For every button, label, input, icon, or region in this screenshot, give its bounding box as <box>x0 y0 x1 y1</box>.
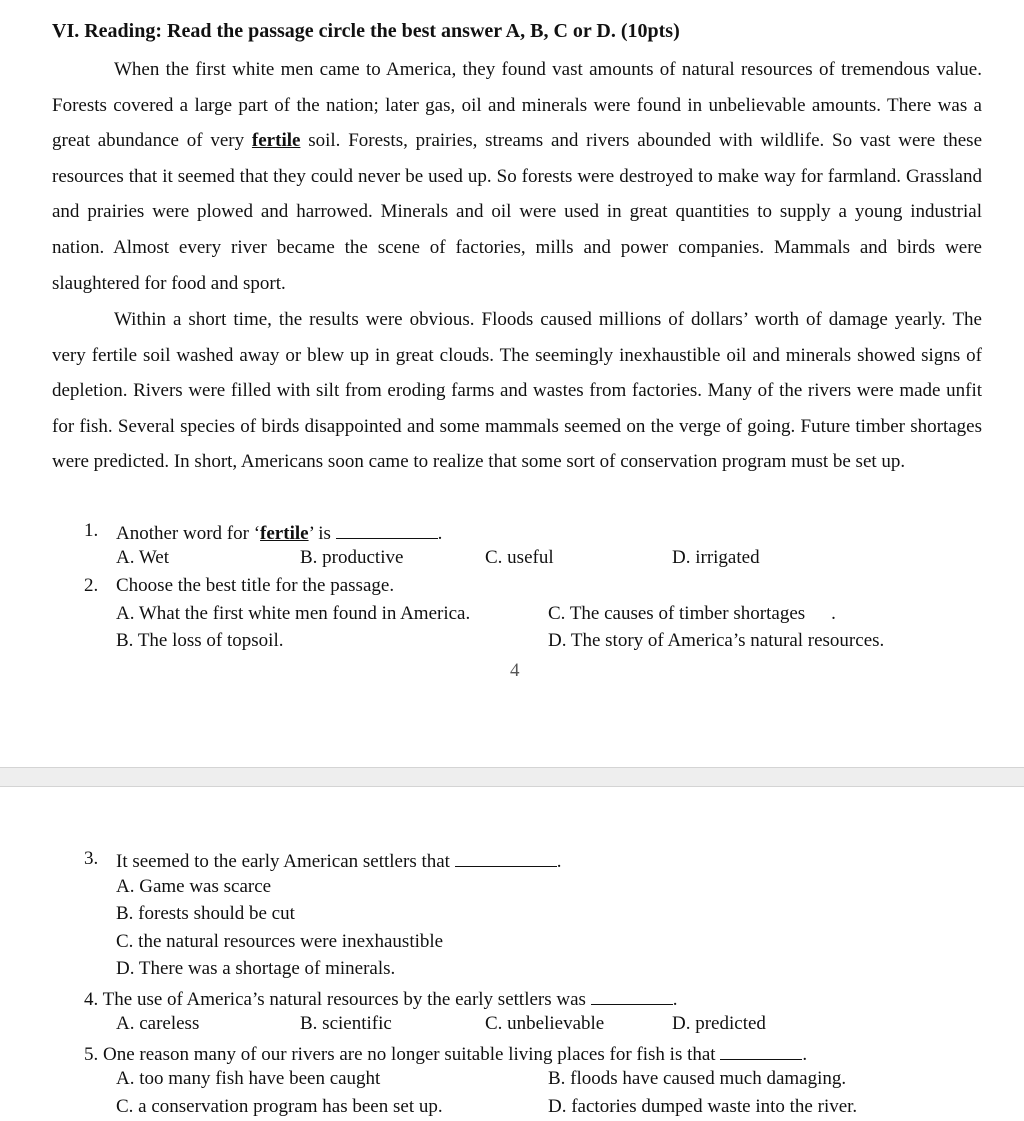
passage-p1-part1: When the first white men came to America, they found vast amounts of natural resources of tremendous value. Forests covered a large part of the nation; later gas, oil and minerals were found in unbelievable amounts. There was a great abundance of very <box>52 59 982 152</box>
q5-stem <box>84 1041 807 1066</box>
q1-option-a[interactable]: A. Wet <box>116 547 170 568</box>
q4-option-c[interactable]: C. unbelievable <box>485 1013 605 1034</box>
q4-answer-blank[interactable] <box>591 986 673 1005</box>
q3-number: 3. <box>84 848 99 869</box>
q4-stem-text: 4. The use of America’s natural resources by the early settlers was <box>84 989 586 1010</box>
q3-stem <box>116 848 561 873</box>
q2-number: 2. <box>84 575 99 596</box>
page-break-divider <box>0 767 1024 787</box>
q5-option-d[interactable]: D. factories dumped waste into the river. <box>548 1096 858 1117</box>
q2-option-d[interactable]: D. The story of America’s natural resources. <box>548 630 885 651</box>
q2-option-b[interactable]: B. The loss of topsoil. <box>116 630 284 651</box>
q5-answer-blank[interactable] <box>720 1041 802 1060</box>
section-title: VI. Reading: Read the passage circle the best answer A, B, C or D. (10pts) <box>52 20 680 42</box>
q1-stem <box>116 520 442 545</box>
q1-end: . <box>437 523 443 544</box>
q3-answer-blank[interactable] <box>455 848 557 867</box>
q1-keyword: fertile <box>260 523 309 544</box>
q3-option-c[interactable]: C. the natural resources were inexhaustible <box>116 931 444 952</box>
q2-stem: Choose the best title for the passage. <box>116 575 395 596</box>
passage-paragraph-1 <box>52 52 982 301</box>
q3-option-d[interactable]: D. There was a shortage of minerals. <box>116 958 396 979</box>
q5-option-c[interactable]: C. a conservation program has been set up. <box>116 1096 443 1117</box>
q2-option-a[interactable]: A. What the first white men found in America. <box>116 603 471 624</box>
q2-option-c-end: . <box>831 603 836 624</box>
q4-option-a[interactable]: A. careless <box>116 1013 200 1034</box>
q5-end: . <box>802 1044 808 1065</box>
q2-option-c-text: C. The causes of timber shortages <box>548 603 806 624</box>
q4-option-d[interactable]: D. predicted <box>672 1013 766 1034</box>
q1-option-c[interactable]: C. useful <box>485 547 554 568</box>
q1-option-b[interactable]: B. productive <box>300 547 404 568</box>
q3-option-a[interactable]: A. Game was scarce <box>116 876 272 897</box>
q5-option-a[interactable]: A. too many fish have been caught <box>116 1068 381 1089</box>
q1-answer-blank[interactable] <box>336 520 438 539</box>
q4-stem <box>84 986 677 1011</box>
passage-paragraph-2 <box>52 302 982 480</box>
passage-p2-text: Within a short time, the results were obvious. Floods caused millions of dollars’ worth of damage yearly. The very fertile soil washed away or blew up in great clouds. The seemingly inexhaustible oil and minerals showed signs of depletion. Rivers were filled with silt from eroding farms and wastes from factories. Many of the rivers were made unfit for fish. Several species of birds disappointed and some mammals seemed on the verge of going. Future timber shortages were predicted. In short, Americans soon came to realize that some sort of conservation program must be set up. <box>52 309 982 473</box>
q3-option-b[interactable]: B. forests should be cut <box>116 903 295 924</box>
q2-option-c[interactable] <box>548 603 836 625</box>
keyword-fertile: fertile <box>251 130 301 152</box>
q1-stem-before: Another word for ‘ <box>116 523 261 544</box>
q1-number: 1. <box>84 520 99 541</box>
q4-option-b[interactable]: B. scientific <box>300 1013 392 1034</box>
page-number: 4 <box>510 660 520 681</box>
passage-p1-part2: soil. Forests, prairies, streams and rivers abounded with wildlife. So vast were these resources that it seemed that they could never be used up. So forests were destroyed to make way for farmland. Grassland and prairies were plowed and harrowed. Minerals and oil were used in great quantities to supply a young industrial nation. Almost every river became the scene of factories, mills and power companies. Mammals and birds were slaughtered for food and sport. <box>52 130 983 294</box>
q5-stem-text: 5. One reason many of our rivers are no longer suitable living places for fish is that <box>84 1044 716 1065</box>
q3-stem-text: It seemed to the early American settlers that <box>116 851 450 872</box>
q3-end: . <box>556 851 562 872</box>
q4-end: . <box>672 989 678 1010</box>
q5-option-b[interactable]: B. floods have caused much damaging. <box>548 1068 847 1089</box>
q1-option-d[interactable]: D. irrigated <box>672 547 760 568</box>
q1-stem-after: ’ is <box>308 523 331 544</box>
